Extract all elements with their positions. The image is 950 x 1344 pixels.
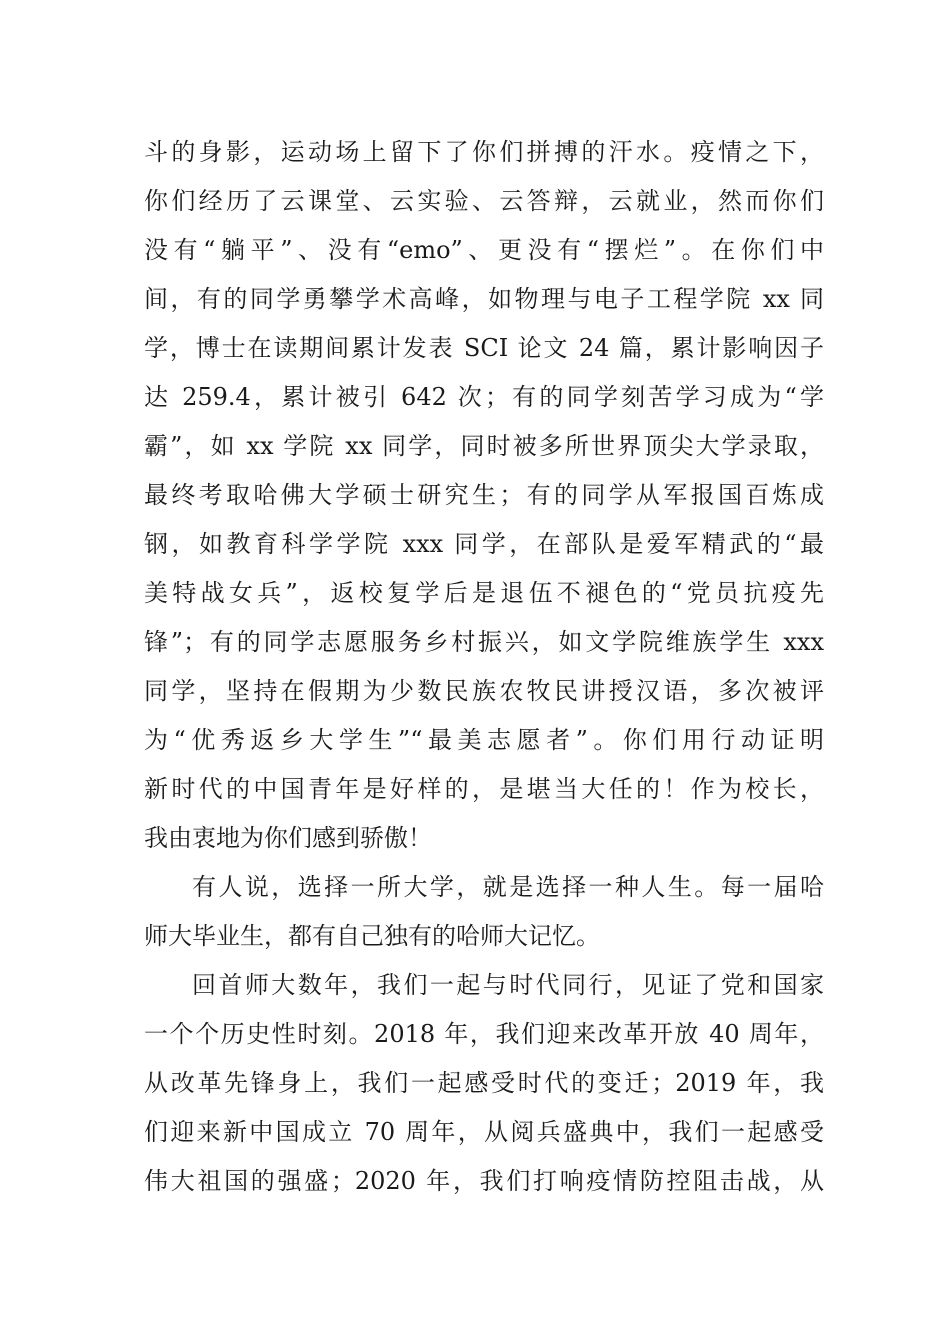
text-line: 们迎来新中国成立 70 周年，从阅兵盛典中，我们一起感受 — [144, 1118, 824, 1146]
paragraph — [144, 961, 824, 1206]
text-line: 回首师大数年，我们一起与时代同行，见证了党和国家 — [192, 971, 824, 999]
text-line: 从改革先锋身上，我们一起感受时代的变迁；2019 年，我 — [144, 1069, 824, 1097]
text-line: 斗的身影，运动场上留下了你们拼搏的汗水。疫情之下， — [144, 138, 824, 166]
text-line: 同学，坚持在假期为少数民族农牧民讲授汉语，多次被评 — [144, 677, 824, 705]
text-line: 间，有的同学勇攀学术高峰，如物理与电子工程学院 xx 同 — [144, 285, 824, 313]
text-line: 你们经历了云课堂、云实验、云答辩，云就业，然而你们 — [144, 187, 824, 215]
paragraph — [144, 128, 824, 863]
document-body — [144, 128, 824, 1206]
text-line: 没有“躺平”、没有“emo”、更没有“摆烂”。在你们中 — [144, 236, 824, 264]
text-line: 霸”，如 xx 学院 xx 同学，同时被多所世界顶尖大学录取， — [144, 432, 824, 460]
text-line: 伟大祖国的强盛；2020 年，我们打响疫情防控阻击战，从 — [144, 1167, 824, 1195]
text-line: 锋”；有的同学志愿服务乡村振兴，如文学院维族学生 xxx — [144, 628, 824, 656]
text-line: 最终考取哈佛大学硕士研究生；有的同学从军报国百炼成 — [144, 481, 824, 509]
text-line: 我由衷地为你们感到骄傲！ — [144, 824, 432, 852]
text-line: 钢，如教育科学学院 xxx 同学，在部队是爱军精武的“最 — [144, 530, 824, 558]
text-line: 一个个历史性时刻。2018 年，我们迎来改革开放 40 周年， — [144, 1020, 824, 1048]
text-line: 师大毕业生，都有自己独有的哈师大记忆。 — [144, 922, 600, 950]
text-line: 有人说，选择一所大学，就是选择一种人生。每一届哈 — [192, 873, 824, 901]
text-line: 美特战女兵”，返校复学后是退伍不褪色的“党员抗疫先 — [144, 579, 824, 607]
paragraph — [144, 863, 824, 961]
text-line: 达 259.4，累计被引 642 次；有的同学刻苦学习成为“学 — [144, 383, 824, 411]
text-line: 为“优秀返乡大学生”“最美志愿者”。你们用行动证明 — [144, 726, 824, 754]
text-line: 学，博士在读期间累计发表 SCI 论文 24 篇，累计影响因子 — [144, 334, 824, 362]
text-line: 新时代的中国青年是好样的，是堪当大任的！作为校长， — [144, 775, 824, 803]
